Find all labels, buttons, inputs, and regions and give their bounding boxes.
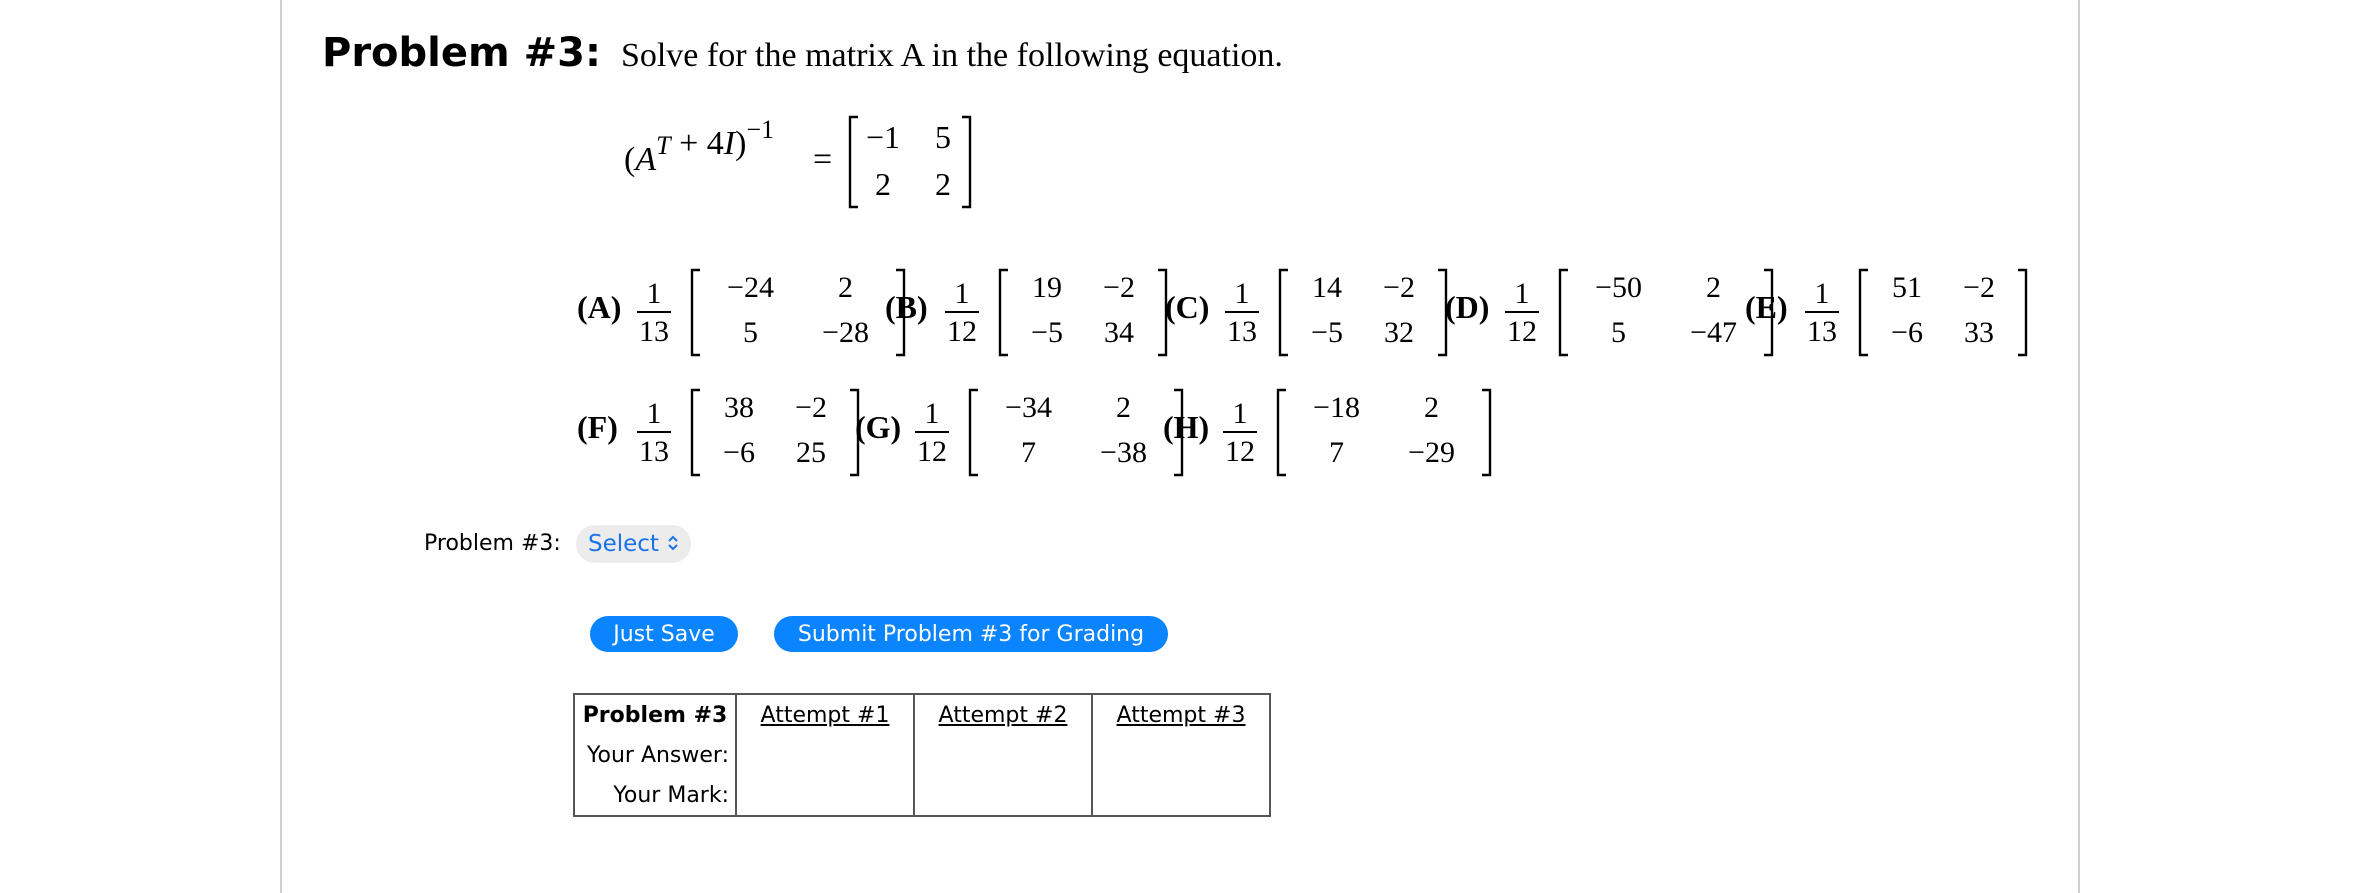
option-1-numerator: 1 xyxy=(954,277,970,310)
equation-matrix-left-bracket xyxy=(850,117,858,207)
attempt-3-link[interactable]: Attempt #3 xyxy=(1092,694,1270,735)
attempts-table-title: Problem #3 xyxy=(574,694,736,735)
option-7-numerator: 1 xyxy=(1232,397,1248,430)
attempt-1-link[interactable]: Attempt #1 xyxy=(736,694,914,735)
option-0-letter: (A) xyxy=(577,289,622,325)
option-7-letter: (H) xyxy=(1163,409,1210,445)
equation-matrix-cell-1-1: 2 xyxy=(935,166,951,202)
your-answer-row xyxy=(574,735,1270,775)
option-6-numerator: 1 xyxy=(924,397,940,430)
option-6-letter: (G) xyxy=(855,409,902,445)
option-4-right-bracket xyxy=(2018,270,2026,355)
option-3 xyxy=(1445,255,1795,365)
option-3-left-bracket xyxy=(1560,270,1568,355)
option-5 xyxy=(577,375,881,485)
option-7-cell-0-0: −18 xyxy=(1313,391,1360,424)
attempt-2-link[interactable]: Attempt #2 xyxy=(914,694,1092,735)
answer-cell-3 xyxy=(1092,735,1270,775)
option-4-cell-0-0: 51 xyxy=(1892,271,1922,304)
equation-matrix xyxy=(850,117,970,207)
option-3-cell-1-0: 5 xyxy=(1611,316,1626,349)
option-0-left-bracket xyxy=(692,270,700,355)
submit-grading-button[interactable]: Submit Problem #3 for Grading xyxy=(774,616,1168,652)
option-2-letter: (C) xyxy=(1165,289,1210,325)
option-7-cell-1-1: −29 xyxy=(1408,436,1455,469)
option-1 xyxy=(885,255,1189,365)
problem-header xyxy=(322,30,1283,76)
option-0-cell-0-1: 2 xyxy=(838,271,853,304)
answer-cell-2 xyxy=(914,735,1092,775)
option-4 xyxy=(1745,255,2049,365)
option-4-numerator: 1 xyxy=(1814,277,1830,310)
mark-cell-3 xyxy=(1092,775,1270,816)
option-4-letter: (E) xyxy=(1745,289,1788,325)
option-1-cell-0-0: 19 xyxy=(1032,271,1062,304)
option-3-cell-0-1: 2 xyxy=(1706,271,1721,304)
option-5-denominator: 13 xyxy=(639,435,669,468)
option-0 xyxy=(577,255,927,365)
main-equation xyxy=(600,105,1020,215)
option-2 xyxy=(1165,255,1469,365)
option-2-numerator: 1 xyxy=(1234,277,1250,310)
equation-matrix-cell-0-0: −1 xyxy=(865,119,901,155)
equation-matrix-cell-0-1: 5 xyxy=(935,119,951,155)
option-0-cell-0-0: −24 xyxy=(727,271,774,304)
option-7-cell-1-0: 7 xyxy=(1329,436,1344,469)
answer-cell-1 xyxy=(736,735,914,775)
option-4-left-bracket xyxy=(1860,270,1868,355)
equation-lhs: $(A^T + 4I)^{-1}$ xyxy=(624,115,775,178)
equation-equals: = xyxy=(813,141,833,178)
option-1-left-bracket xyxy=(1000,270,1008,355)
option-0-numerator: 1 xyxy=(646,277,662,310)
option-3-cell-0-0: −50 xyxy=(1595,271,1642,304)
attempts-table xyxy=(573,693,1271,817)
option-5-letter: (F) xyxy=(577,409,618,445)
select-value: Select xyxy=(588,531,659,557)
option-7-right-bracket xyxy=(1482,390,1490,475)
option-6-cell-0-1: 2 xyxy=(1116,391,1131,424)
option-7-left-bracket xyxy=(1278,390,1286,475)
option-2-left-bracket xyxy=(1280,270,1288,355)
option-7-cell-0-1: 2 xyxy=(1424,391,1439,424)
up-down-chevron-icon xyxy=(667,535,679,554)
option-6-cell-1-0: 7 xyxy=(1021,436,1036,469)
option-3-cell-1-1: −47 xyxy=(1690,316,1737,349)
option-2-denominator: 13 xyxy=(1227,315,1257,348)
option-0-cell-1-1: −28 xyxy=(822,316,869,349)
option-5-cell-0-0: 38 xyxy=(724,391,754,424)
option-6 xyxy=(855,375,1205,485)
equation-matrix-cell-1-0: 2 xyxy=(875,166,891,202)
option-3-denominator: 12 xyxy=(1507,315,1537,348)
option-5-numerator: 1 xyxy=(646,397,662,430)
just-save-button[interactable]: Just Save xyxy=(590,616,738,652)
problem-label: Problem #3: xyxy=(322,30,601,76)
problem-statement: Solve for the matrix A in the following equation. xyxy=(620,37,1283,74)
option-6-cell-0-0: −34 xyxy=(1005,391,1052,424)
option-2-cell-1-1: 32 xyxy=(1384,316,1414,349)
option-6-cell-1-1: −38 xyxy=(1100,436,1147,469)
option-1-denominator: 12 xyxy=(947,315,977,348)
option-7-denominator: 12 xyxy=(1225,435,1255,468)
option-4-cell-0-1: −2 xyxy=(1963,271,1995,304)
option-7 xyxy=(1163,375,1513,485)
option-3-numerator: 1 xyxy=(1514,277,1530,310)
option-6-left-bracket xyxy=(970,390,978,475)
option-2-cell-0-0: 14 xyxy=(1312,271,1342,304)
answer-row-label: Problem #3: xyxy=(424,531,561,556)
option-4-denominator: 13 xyxy=(1807,315,1837,348)
option-1-cell-1-1: 34 xyxy=(1104,316,1134,349)
equation-matrix-right-bracket xyxy=(962,117,970,207)
answer-select[interactable] xyxy=(576,525,691,563)
option-4-cell-1-1: 33 xyxy=(1964,316,1994,349)
option-2-cell-1-0: −5 xyxy=(1311,316,1343,349)
option-1-letter: (B) xyxy=(885,289,928,325)
attempts-header-row xyxy=(574,694,1270,735)
option-1-cell-0-1: −2 xyxy=(1103,271,1135,304)
your-answer-label: Your Answer: xyxy=(574,735,736,775)
your-mark-label: Your Mark: xyxy=(574,775,736,816)
mark-cell-1 xyxy=(736,775,914,816)
mark-cell-2 xyxy=(914,775,1092,816)
your-mark-row xyxy=(574,775,1270,816)
option-5-cell-0-1: −2 xyxy=(795,391,827,424)
option-1-cell-1-0: −5 xyxy=(1031,316,1063,349)
option-6-denominator: 12 xyxy=(917,435,947,468)
option-3-letter: (D) xyxy=(1445,289,1490,325)
option-2-cell-0-1: −2 xyxy=(1383,271,1415,304)
option-4-cell-1-0: −6 xyxy=(1891,316,1923,349)
option-5-cell-1-0: −6 xyxy=(723,436,755,469)
option-5-left-bracket xyxy=(692,390,700,475)
option-0-cell-1-0: 5 xyxy=(743,316,758,349)
option-5-cell-1-1: 25 xyxy=(796,436,826,469)
option-0-denominator: 13 xyxy=(639,315,669,348)
